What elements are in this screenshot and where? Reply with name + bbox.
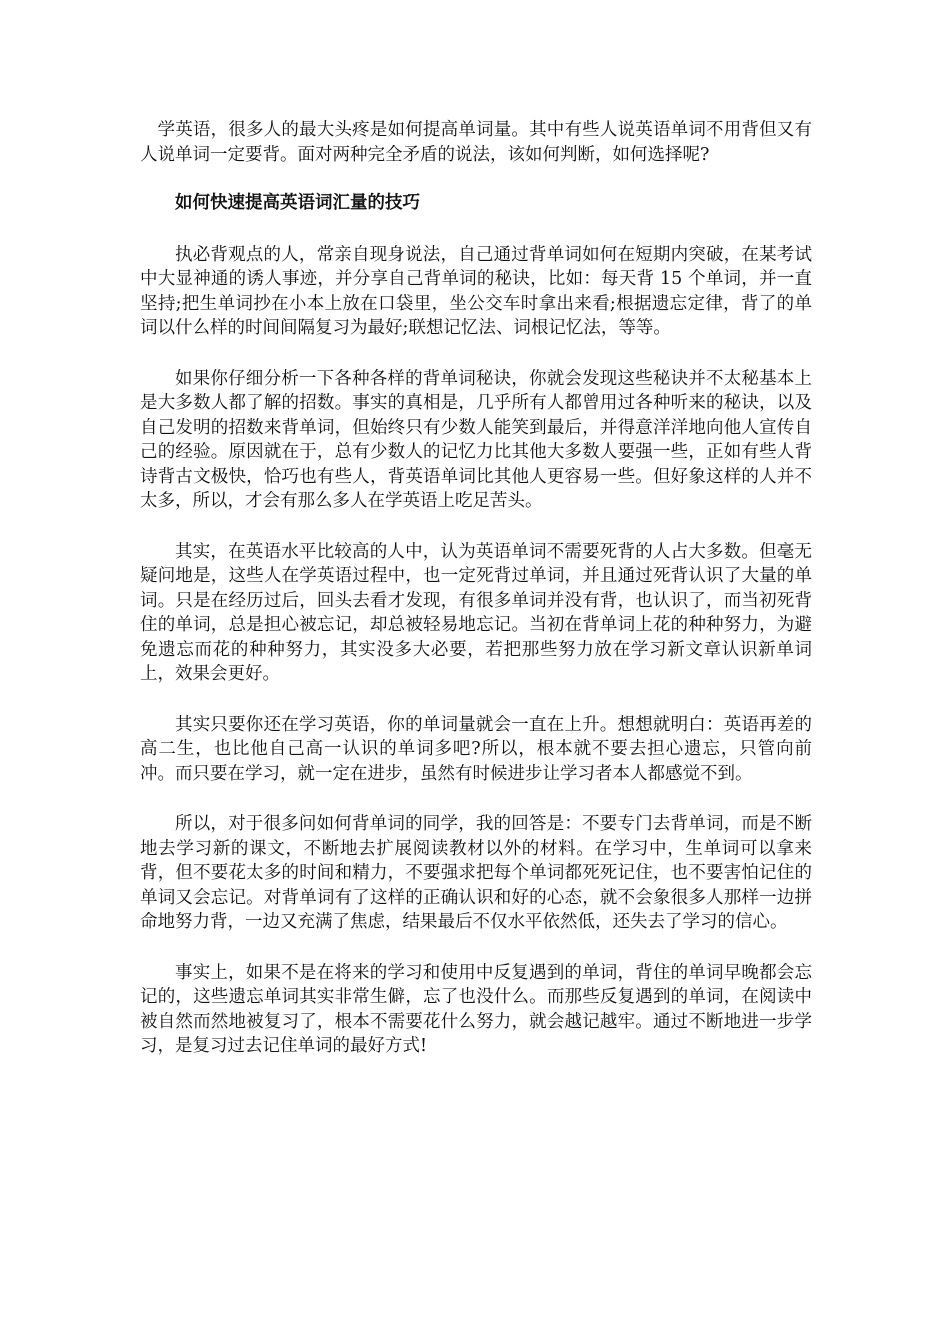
intro-paragraph: 学英语，很多人的最大头疼是如何提高单词量。其中有些人说英语单词不用背但又有人说单词一定要背。面对两种完全矛盾的说法，该如何判断，如何选择呢? (140, 120, 812, 165)
body-paragraph-6: 事实上，如果不是在将来的学习和使用中反复遇到的单词，背住的单词早晚都会忘记的，这些遗忘单词其实非常生僻，忘了也没什么。而那些反复遇到的单词，在阅读中被自然而然地被复习了，根本不需要花什么努力，就会越记越牢。通过不断地进一步学习，是复习过去记住单词的最好方式! (140, 962, 812, 1056)
body-paragraph-5: 所以，对于很多问如何背单词的同学，我的回答是：不要专门去背单词，而是不断地去学习新的课文，不断地去扩展阅读教材以外的材料。在学习中，生单词可以拿来背，但不要花太多的时间和精力，不要强求把每个单词都死死记住，也不要害怕记住的单词又会忘记。对背单词有了这样的正确认识和好的心态，就不会象很多人那样一边拼命地努力背，一边又充满了焦虑，结果最后不仅水平依然低，还失去了学习的信心。 (140, 814, 812, 932)
body-paragraph-2: 如果你仔细分析一下各种各样的背单词秘诀，你就会发现这些秘诀并不太秘基本上是大多数人都了解的招数。事实的真相是，几乎所有人都曾用过各种听来的秘诀，以及自己发明的招数来背单词，但始终只有少数人能笑到最后，并得意洋洋地向他人宣传自己的经验。原因就在于，总有少数人的记忆力比其他大多数人要强一些，正如有些人背诗背古文极快，恰巧也有些人，背英语单词比其他人更容易一些。但好象这样的人并不太多，所以，才会有那么多人在学英语上吃足苦头。 (140, 368, 812, 511)
section-heading: 如何快速提高英语词汇量的技巧 (175, 193, 420, 213)
body-paragraph-4: 其实只要你还在学习英语，你的单词量就会一直在上升。想想就明白：英语再差的高二生，也比他自己高一认识的单词多吧?所以，根本就不要去担心遗忘，只管向前冲。而只要在学习，就一定在进步，虽然有时候进步让学习者本人都感觉不到。 (140, 714, 812, 784)
body-paragraph-1: 执必背观点的人，常亲自现身说法，自己通过背单词如何在短期内突破，在某考试中大显神通的诱人事迹，并分享自己背单词的秘诀，比如：每天背 15 个单词，并一直坚持;把生单词抄在小本上放在口袋里，坐公交车时拿出来看;根据遗忘定律，背了的单词以什么样的时间间隔复习为最好;联想记忆法、词根记忆法，等等。 (140, 244, 812, 338)
body-paragraph-3: 其实，在英语水平比较高的人中，认为英语单词不需要死背的人占大多数。但毫无疑问地是，这些人在学英语过程中，也一定死背过单词，并且通过死背认识了大量的单词。只是在经历过后，回头去看才发现，有很多单词并没有背，也认识了，而当初死背住的单词，总是担心被忘记，却总被轻易地忘记。当初在背单词上花的种种努力，为避免遗忘而花的种种努力，其实没多大必要，若把那些努力放在学习新文章认识新单词上，效果会更好。 (140, 541, 812, 684)
document-body (140, 118, 812, 1085)
